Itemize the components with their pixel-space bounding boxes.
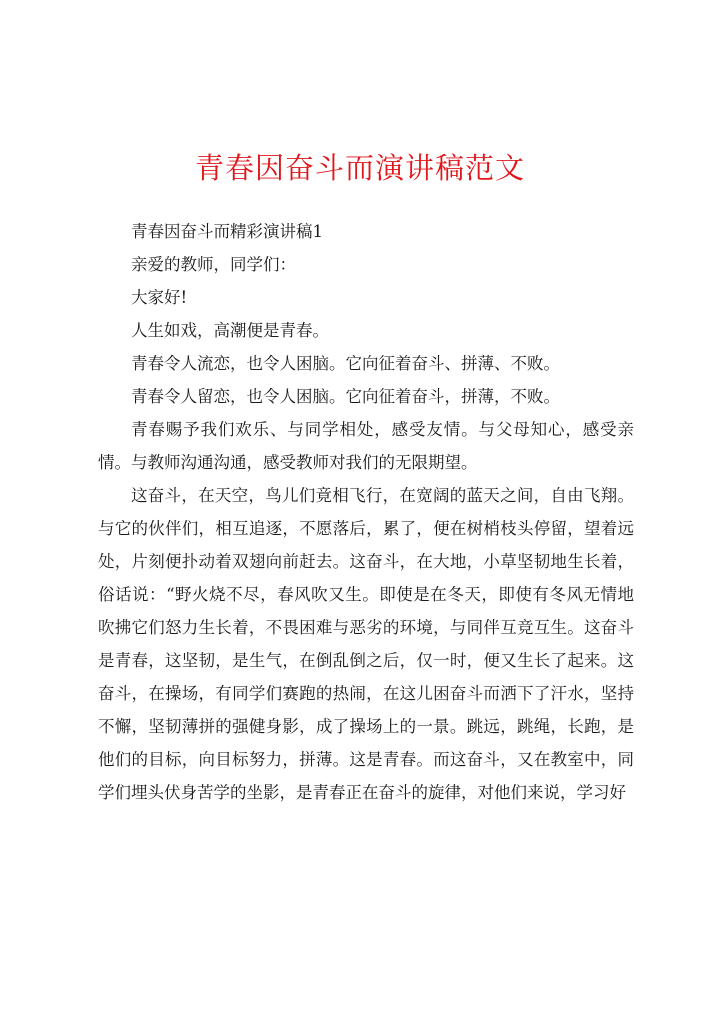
document-body — [98, 215, 634, 809]
paragraph: 青春因奋斗而精彩演讲稿1 — [131, 222, 323, 241]
paragraph: 青春赐予我们欢乐、与同学相处，感受友情。与父母知心，感受亲情。与教师沟通沟通，感受教师对我们的无限期望。 — [98, 420, 634, 472]
paragraph: 青春令人留恋，也令人困脑。它向征着奋斗，拼薄，不败。 — [131, 387, 560, 406]
paragraph: 亲爱的教师，同学们： — [131, 255, 296, 274]
paragraph: 这奋斗，在天空，鸟儿们竟相飞行，在宽阔的蓝天之间，自由飞翔。与它的伙伴们，相互追逐，不愿落后，累了，便在树梢枝头停留，望着远处，片刻便扑动着双翅向前赶去。这奋斗，在大地，小草坚韧地生长着，俗话说：“野火烧不尽，春风吹又生。即使是在冬天，即使有冬风无情地吹拂它们怒力生长着，不畏困难与恶劣的环境，与同伴互竞互生。这奋斗是青春，这坚韧，是生气，在倒乱倒之后，仅一时，便又生长了起来。这奋斗，在操场，有同学们赛跑的热闹，在这儿困奋斗而洒下了汗水，坚持不懈，坚韧薄拼的强健身影，成了操场上的一景。跳远，跳绳，长跑，是他们的目标，向目标努力，拼薄。这是青春。而这奋斗，又在教室中，同学们埋头伏身苦学的坐影，是青春正在奋斗的旋律，对他们来说，学习好 — [98, 486, 634, 802]
paragraph: 人生如戏，高潮便是青春。 — [131, 321, 329, 340]
document-title: 青春因奋斗而演讲稿范文 — [194, 151, 525, 185]
paragraph: 大家好! — [131, 288, 188, 307]
paragraph: 青春令人流恋，也令人困脑。它向征着奋斗、拼薄、不败。 — [131, 354, 560, 373]
